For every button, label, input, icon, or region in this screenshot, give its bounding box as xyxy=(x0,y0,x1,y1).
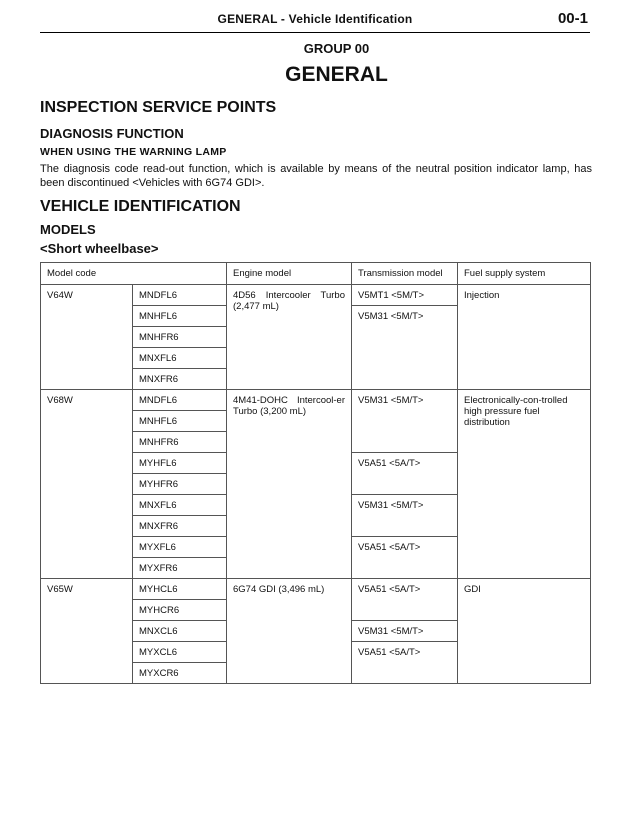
model-code-cell: MNDFL6 xyxy=(133,285,227,306)
fuel-supply-cell: Electronically-con-trolled high pressure fuel distribution xyxy=(458,390,591,579)
model-code-cell: MYHFR6 xyxy=(133,474,227,495)
header-engine-model: Engine model xyxy=(227,263,352,285)
model-code-cell: MNHFR6 xyxy=(133,432,227,453)
header-fuel-supply: Fuel supply system xyxy=(458,263,591,285)
section-vehicle-id-title: VEHICLE IDENTIFICATION xyxy=(40,198,241,215)
page-number: 00-1 xyxy=(557,10,588,27)
table-row xyxy=(41,390,591,411)
model-code-cell: MNXFR6 xyxy=(133,369,227,390)
engine-cell: 4D56 Intercooler Turbo (2,477 mL) xyxy=(227,285,352,390)
model-code-cell: MNDFL6 xyxy=(133,390,227,411)
engine-cell: 6G74 GDI (3,496 mL) xyxy=(227,579,352,684)
page-header xyxy=(40,10,590,33)
header-model-code: Model code xyxy=(41,263,227,285)
models-table xyxy=(40,262,591,684)
transmission-cell: V5M31 <5M/T> xyxy=(352,306,458,390)
diagnosis-paragraph: The diagnosis code read-out function, which is available by means of the neutral position indicator lamp, has been discontinued <Vehicles with 6G74 GDI>. xyxy=(40,163,592,189)
model-code-cell: MYXFL6 xyxy=(133,537,227,558)
models-heading: MODELS xyxy=(40,222,96,237)
transmission-cell: V5A51 <5A/T> xyxy=(352,537,458,579)
section-inspection-title: INSPECTION SERVICE POINTS xyxy=(40,99,277,116)
model-code-cell: MNXFR6 xyxy=(133,516,227,537)
model-code-cell: MYXCR6 xyxy=(133,663,227,684)
transmission-cell: V5A51 <5A/T> xyxy=(352,642,458,684)
transmission-cell: V5M31 <5M/T> xyxy=(352,621,458,642)
transmission-cell: V5M31 <5M/T> xyxy=(352,390,458,453)
table-header-row xyxy=(41,263,591,285)
diagnosis-function-heading: DIAGNOSIS FUNCTION xyxy=(40,126,184,141)
model-code-cell: MYHCR6 xyxy=(133,600,227,621)
model-code-cell: MNXFL6 xyxy=(133,348,227,369)
model-code-cell: MNHFL6 xyxy=(133,411,227,432)
group-title: GENERAL xyxy=(285,63,388,86)
model-cell: V65W xyxy=(41,579,133,684)
model-code-cell: MYXCL6 xyxy=(133,642,227,663)
engine-cell: 4M41-DOHC Intercool-er Turbo (3,200 mL) xyxy=(227,390,352,579)
transmission-cell: V5A51 <5A/T> xyxy=(352,579,458,621)
fuel-supply-cell: GDI xyxy=(458,579,591,684)
header-transmission-model: Transmission model xyxy=(352,263,458,285)
model-code-cell: MNXFL6 xyxy=(133,495,227,516)
table-row xyxy=(41,285,591,306)
model-code-cell: MYHCL6 xyxy=(133,579,227,600)
transmission-cell: V5M31 <5M/T> xyxy=(352,495,458,537)
warning-lamp-heading: WHEN USING THE WARNING LAMP xyxy=(40,146,227,158)
transmission-cell: V5A51 <5A/T> xyxy=(352,453,458,495)
model-code-cell: MYXFR6 xyxy=(133,558,227,579)
short-wheelbase-heading: <Short wheelbase> xyxy=(40,241,159,256)
model-code-cell: MNXCL6 xyxy=(133,621,227,642)
group-label: GROUP 00 xyxy=(303,41,370,56)
model-code-cell: MNHFL6 xyxy=(133,306,227,327)
model-cell: V64W xyxy=(41,285,133,390)
model-code-cell: MYHFL6 xyxy=(133,453,227,474)
table-row xyxy=(41,579,591,600)
model-cell: V68W xyxy=(41,390,133,579)
fuel-supply-cell: Injection xyxy=(458,285,591,390)
model-code-cell: MNHFR6 xyxy=(133,327,227,348)
header-title: GENERAL - Vehicle Identification xyxy=(217,12,413,26)
transmission-cell: V5MT1 <5M/T> xyxy=(352,285,458,306)
